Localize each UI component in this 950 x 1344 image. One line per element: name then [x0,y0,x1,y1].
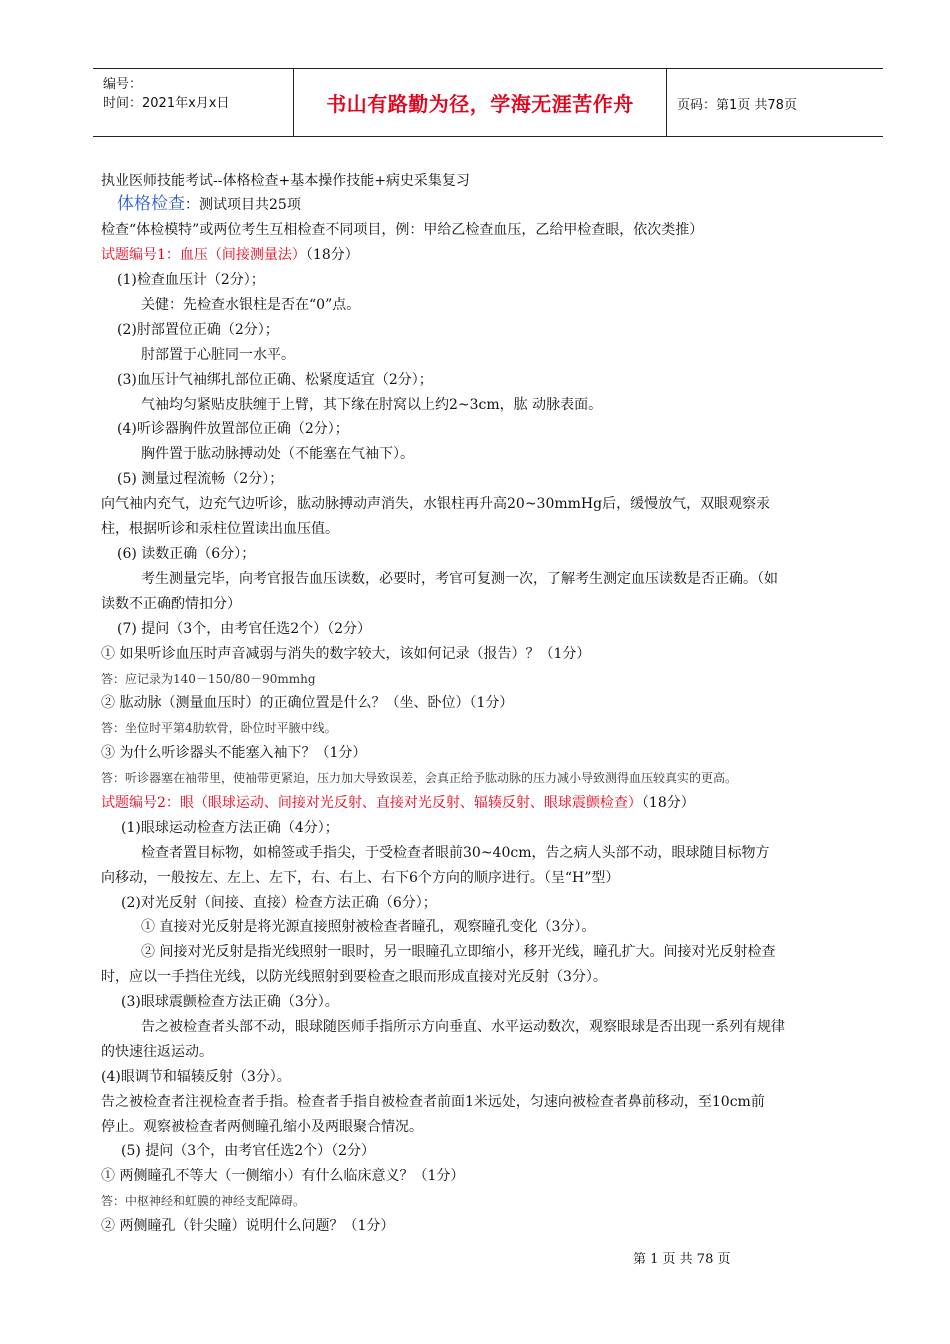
text-line: 肘部置于心脏同一水平。 [141,347,295,363]
question-heading [101,794,695,812]
text-line: 气袖均匀紧贴皮肤缠于上臂，其下缘在肘窝以上约2~3cm，肱 动脉表面。 [141,397,603,413]
item-line: (4)听诊器胸件放置部位正确（2分）； [117,421,349,437]
text-line: 告之被检查者注视检查者手指。检查者手指自被检查者前面1米远处，匀速向被检查者鼻前移动，至10cm前 [101,1094,765,1110]
text-line: 关健：先检查水银柱是否在“0”点。 [141,297,361,313]
item-line: (1)眼球运动检查方法正确（4分）； [121,820,339,836]
text-line: 胸件置于肱动脉搏动处（不能塞在气袖下）。 [141,446,414,462]
item-line: (1)检查血压计（2分）； [117,272,265,288]
section-heading [117,195,301,214]
text-line: 的快速往返运动。 [101,1044,213,1060]
header-meta-cell [93,69,294,136]
item-line: (2)肘部置位正确（2分）； [117,322,279,338]
question-line: ① 如果听诊血压时声音减弱与消失的数字较大，该如何记录（报告）？（1分） [101,646,591,662]
item-line: (3)眼球震颤检查方法正确（3分）。 [121,994,339,1010]
question-line: ① 两侧瞳孔不等大（一侧缩小）有什么临床意义？（1分） [101,1168,465,1184]
time-label: 时间：2021年x月x日 [103,96,230,111]
text-line: 检查者置目标物，如棉签或手指尖，于受检查者眼前30~40cm，告之病人头部不动，眼球随目标物方 [141,845,770,861]
answer-line: 答：应记录为140－150/80－90mmhg [101,672,316,686]
text-line: 时，应以一手挡住光线，以防光线照射到要检查之眼而形成直接对光反射（3分）。 [101,969,607,985]
item-line: (3)血压计气袖绑扎部位正确、松紧度适宜（2分）； [117,372,433,388]
question-score: （18分） [641,795,695,811]
item-line: (6) 读数正确（6分）； [117,546,256,562]
page-indicator: 页码：第1页 共78页 [677,98,797,113]
motto: 书山有路勤为径，学海无涯苦作舟 [294,69,667,136]
section-note: ：测试项目共25项 [185,197,301,213]
header-table [93,68,883,137]
question-title: 试题编号2：眼（眼球运动、间接对光反射、直接对光反射、辐辏反射、眼球震颤检查） [101,795,642,811]
text-line: 向气袖内充气，边充气边听诊，肱动脉搏动声消失，水银柱再升高20~30mmHg后，缓慢放气，双眼观察汞 [101,496,771,512]
item-line: (2)对光反射（间接、直接）检查方法正确（6分）； [121,895,437,911]
answer-line: 答：坐位时平第4肋软骨，卧位时平腋中线。 [101,721,337,735]
question-line: ② 肱动脉（测量血压时）的正确位置是什么？（坐、卧位）（1分） [101,695,514,711]
text-line: 向移动，一般按左、左上、左下，右、右上、右下6个方向的顺序进行。（呈“H”型） [101,870,620,886]
answer-line: 答：听诊器塞在袖带里，使袖带更紧迫，压力加大导致误差，会真正给予肱动脉的压力减小导致测得血压较真实的更高。 [101,771,738,785]
question-score: （18分） [305,247,359,263]
text-line: 读数不正确酌情扣分） [101,596,241,612]
text-line: ② 间接对光反射是指光线照射一眼时，另一眼瞳孔立即缩小，移开光线，瞳孔扩大。间接对光反射检查 [141,944,776,960]
doc-number-label: 编号： [103,77,143,92]
item-line: (7) 提问（3个，由考官任选2个）（2分） [117,621,372,637]
question-line: ③ 为什么听诊器头不能塞入袖下？（1分） [101,745,367,761]
text-line: 检查“体检模特”或两位考生互相检查不同项目，例：甲给乙检查血压，乙给甲检查眼，依次类推） [101,222,704,238]
text-line: 停止。观察被检查者两侧瞳孔缩小及两眼聚合情况。 [101,1119,423,1135]
answer-line: 答：中枢神经和虹膜的神经支配障碍。 [101,1194,306,1208]
question-line: ② 两侧瞳孔（针尖瞳）说明什么问题？（1分） [101,1218,395,1234]
text-line: ① 直接对光反射是将光源直接照射被检查者瞳孔，观察瞳孔变化（3分）。 [141,919,596,935]
text-line: 告之被检查者头部不动，眼球随医师手指所示方向垂直、水平运动数次，观察眼球是否出现一系列有规律 [141,1019,785,1035]
item-line: (5) 提问（3个，由考官任选2个）（2分） [121,1143,376,1159]
item-line: (4)眼调节和辐辏反射（3分）。 [101,1069,291,1085]
doc-title: 执业医师技能考试--体格检查+基本操作技能+病史采集复习 [101,173,470,189]
question-title: 试题编号1：血压（间接测量法） [101,247,306,263]
question-heading [101,246,359,264]
section-title: 体格检查 [117,194,185,214]
text-line: 考生测量完毕，向考官报告血压读数，必要时，考官可复测一次，了解考生测定血压读数是否正确。（如 [141,571,778,587]
text-line: 柱，根据听诊和汞柱位置读出血压值。 [101,521,339,537]
item-line: (5) 测量过程流畅（2分）； [117,471,284,487]
page-footer: 第 1 页 共 78 页 [633,1252,731,1267]
